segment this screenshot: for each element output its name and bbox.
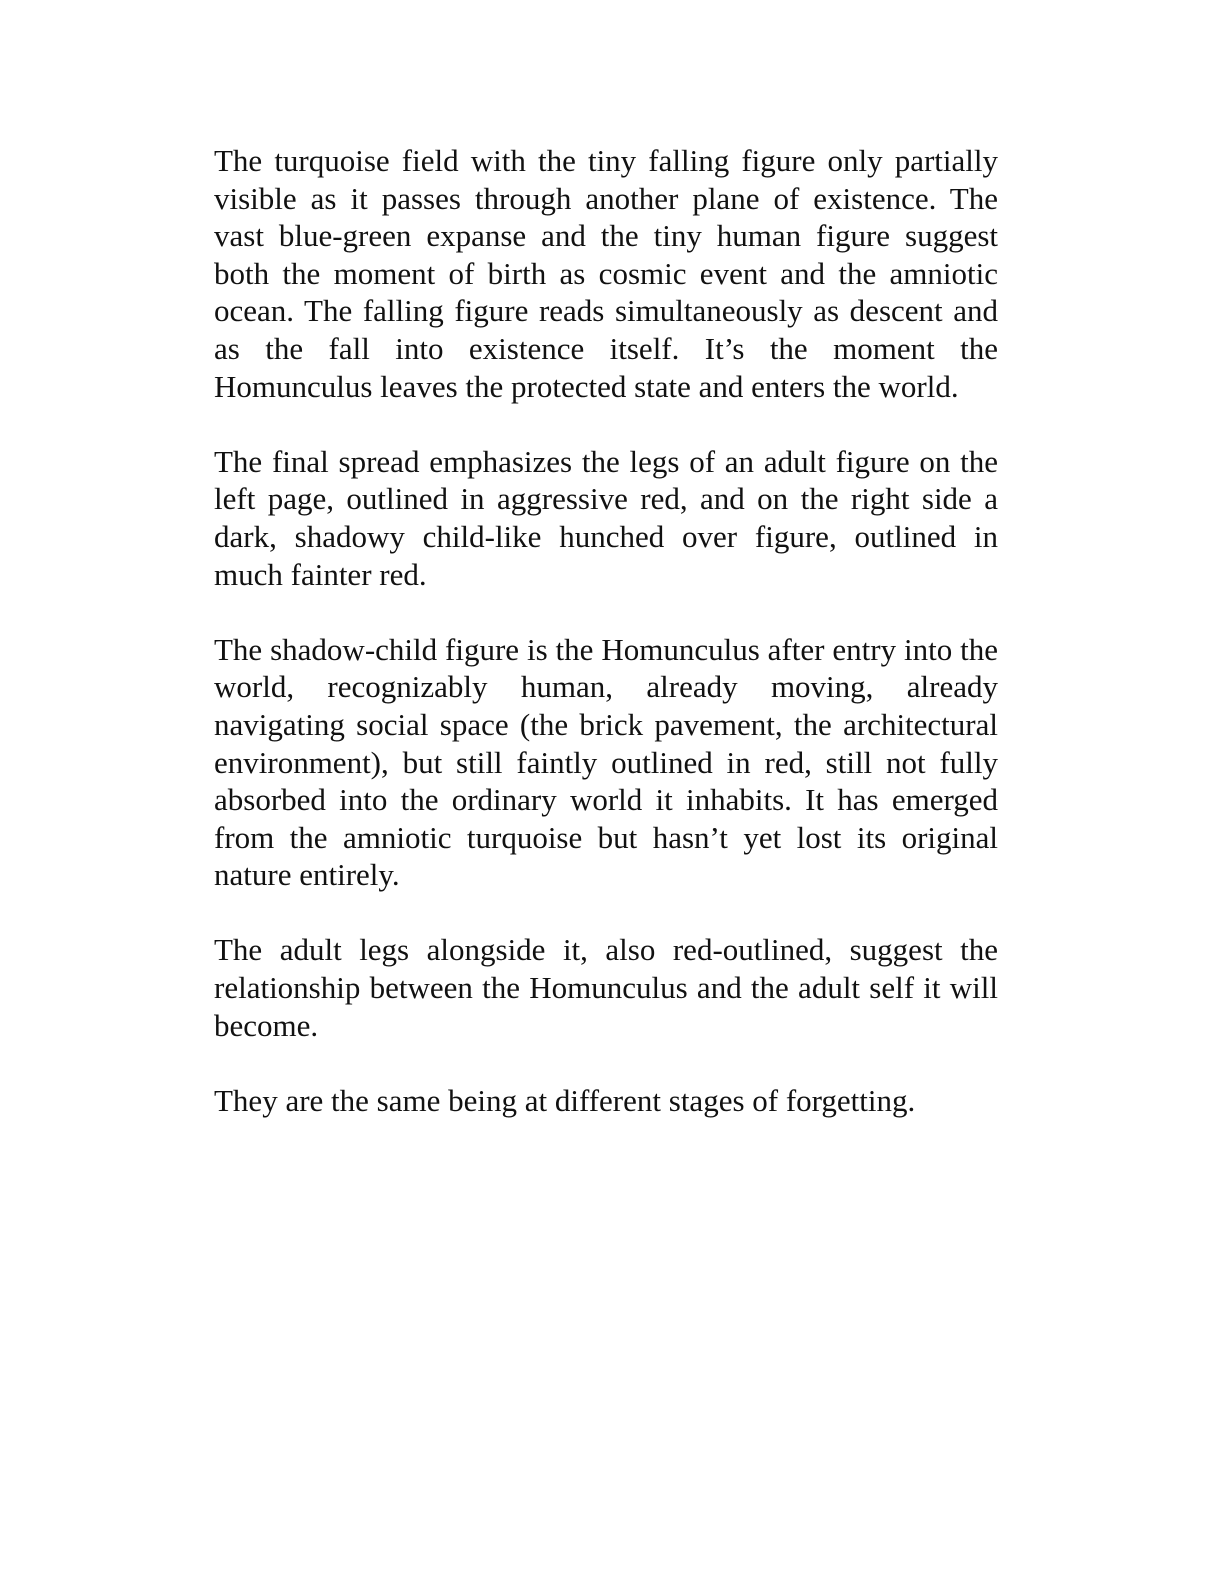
paragraph: They are the same being at different stages of forgetting.	[214, 1082, 916, 1118]
body-text	[214, 142, 998, 1119]
paragraph: The turquoise field with the tiny falling figure only partially visible as it passes through another plane of existence. The vast blue-green expanse and the tiny human figure suggest both the moment of birth as cosmic event and the amniotic ocean. The falling figure reads simultaneously as descent and as the fall into existence itself. It’s the moment the Homunculus leaves the protected state and enters the world.	[214, 143, 998, 404]
paragraph: The shadow-child figure is the Homunculus after entry into the world, recognizably human, already moving, already navigating social space (the brick pavement, the architectural environment), but still faintly outlined in red, still not fully absorbed into the ordinary world it inhabits. It has emerged from the amniotic turquoise but hasn’t yet lost its original nature entirely.	[214, 631, 998, 893]
paragraph: The adult legs alongside it, also red-outlined, suggest the relationship between the Homunculus and the adult self it will become.	[214, 932, 998, 1043]
paragraph: The final spread emphasizes the legs of an adult figure on the left page, outlined in aggressive red, and on the right side a dark, shadowy child-like hunched over figure, outlined in much fainter red.	[214, 443, 998, 592]
